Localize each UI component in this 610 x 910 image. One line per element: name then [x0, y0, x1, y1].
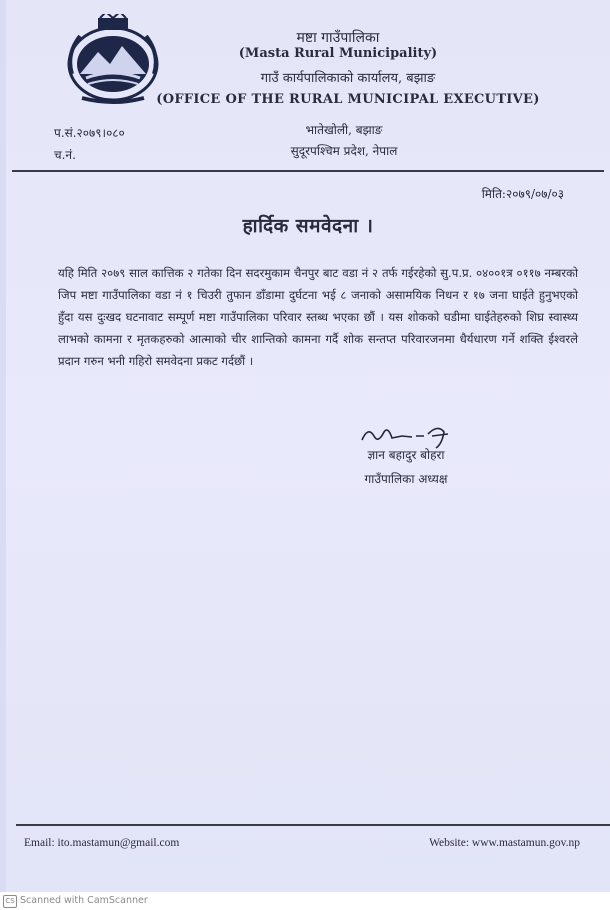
letter-body: यहि मिति २०७९ साल कात्तिक २ गतेका दिन सदरमुकाम चैनपुर बाट वडा नं २ तर्फ गईरहेको सु.प.प्र. ०४००१त्र ०११७ नम्बरको जिप मष्टा गाउँपालिका वडा नं १ चिउरी तुफान डाँडामा दुर्घटना भई ८ जनाको असामयिक निधन र १७ जना घाईते हुनुभएको हुँदा यस दुःखद घटनावाट सम्पूर्ण मष्टा गाउँपालिका परिवार स्तब्ध भएका छौं । यस शोकको घडीमा घाईतेहरुको शिघ्र स्वास्थ्य लाभको कामना र मृतकहरुको आत्माको चीर शान्तिको कामना गर्दै शोक सन्तप्त परिवारजनमा धैर्यधारण गर्ने शक्ति ईश्वरले प्रदान गरुन भनी गहिरो समवेदना प्रकट गर्दछौं ।	[58, 266, 578, 368]
letter-paper	[6, 0, 610, 892]
footer-divider	[16, 824, 610, 826]
footer-email: Email: ito.mastamun@gmail.com	[24, 837, 180, 849]
scanner-watermark-bar	[0, 892, 610, 910]
letterhead-office-nepali: गाउँ कार्यपालिकाको कार्यालय, बझाङ	[260, 71, 436, 86]
letterhead-name-nepali: मष्टा गाउँपालिका	[296, 30, 380, 46]
header-divider	[12, 170, 604, 172]
letterhead-office-english: (OFFICE OF THE RURAL MUNICIPAL EXECUTIVE)	[156, 92, 540, 107]
reference-number: प.सं.२०७९।०८०	[54, 126, 125, 140]
scanner-watermark-text: Scanned with CamScanner	[20, 895, 148, 906]
dispatch-number: च.नं.	[54, 148, 76, 162]
letter-date: मिति:२०७९/०७/०३	[481, 187, 564, 201]
letter-title: हार्दिक समवेदना ।	[242, 215, 374, 237]
signatory-name: ज्ञान बहादुर बोहरा	[367, 448, 445, 462]
letterhead-address-line2: सुदूरपश्चिम प्रदेश, नेपाल	[290, 144, 398, 158]
camscanner-logo-icon: CS	[3, 895, 17, 908]
signatory-designation: गाउँपालिका अध्यक्ष	[364, 472, 448, 486]
footer-website: Website: www.mastamun.gov.np	[429, 837, 580, 849]
letterhead-address-line1: भातेखोली, बझाङ	[305, 123, 383, 137]
letterhead-name-english: (Masta Rural Municipality)	[238, 46, 438, 61]
